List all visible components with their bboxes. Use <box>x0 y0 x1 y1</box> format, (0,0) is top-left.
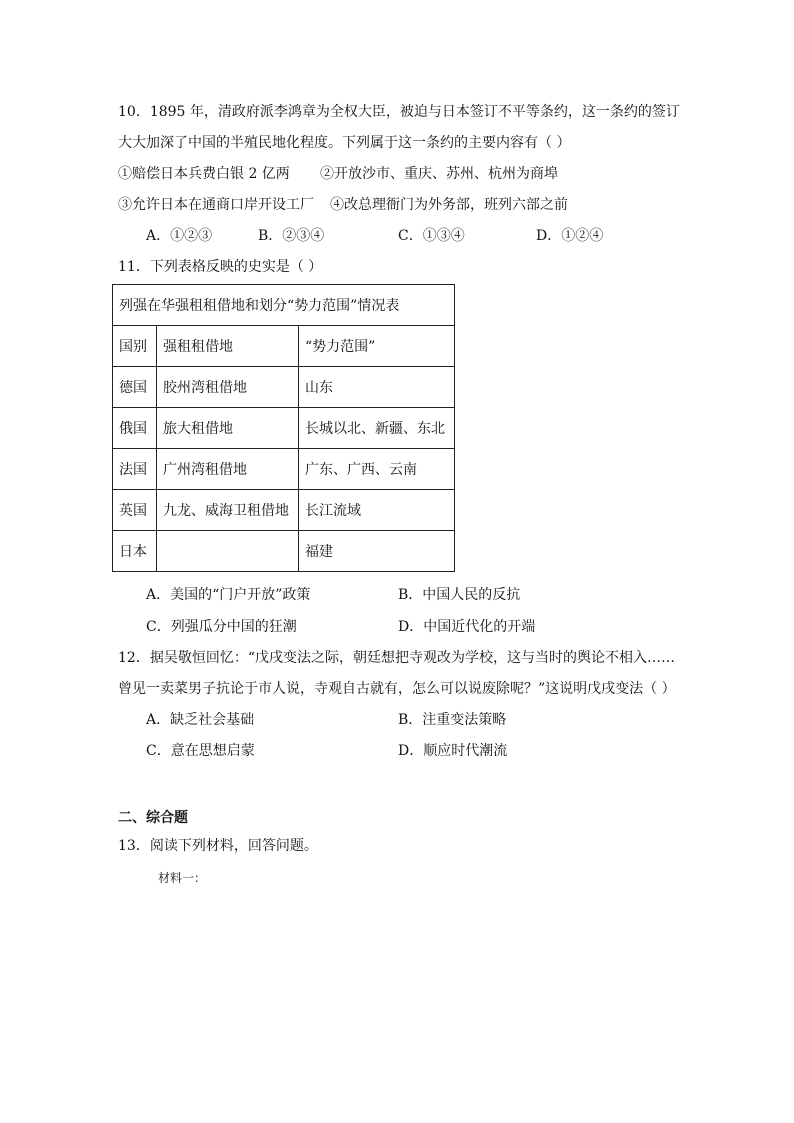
q11-option-d[interactable]: D．中国近代化的开端 <box>398 619 536 635</box>
q12-line-1: 12．据吴敬恒回忆：“戊戌变法之际，朝廷想把寺观改为学校，这与当时的舆论不相入…… <box>118 650 675 666</box>
q10-item-4: ④改总理衙门为外务部，班列六部之前 <box>330 197 568 213</box>
q10-item-1: ①赔偿日本兵费白银 2 亿两 <box>118 166 290 182</box>
table-row <box>113 449 455 490</box>
q11-option-c[interactable]: C．列强瓜分中国的狂潮 <box>146 619 297 635</box>
table-cell-sphere: 福建 <box>299 531 455 572</box>
table-cell-country: 法国 <box>113 449 157 490</box>
table-header-row <box>113 326 455 367</box>
table-caption: 列强在华强租租借地和划分“势力范围”情况表 <box>113 285 455 326</box>
table-row <box>113 367 455 408</box>
header-country: 国别 <box>113 326 157 367</box>
q10-option-d[interactable]: D．①②④ <box>536 228 604 244</box>
q10-option-c[interactable]: C．①③④ <box>398 228 465 244</box>
table-cell-sphere: 长江流域 <box>299 490 455 531</box>
table-row <box>113 490 455 531</box>
table-cell-country: 日本 <box>113 531 157 572</box>
q12-line-2: 曾见一卖菜男子抗论于市人说，寺观自古就有，怎么可以说废除呢？”这说明戊戌变法（ ） <box>118 681 676 697</box>
q13-stem: 13．阅读下列材料，回答问题。 <box>118 838 318 854</box>
q12-option-a[interactable]: A．缺乏社会基础 <box>146 712 255 728</box>
table-cell-country: 德国 <box>113 367 157 408</box>
q11-option-b[interactable]: B．中国人民的反抗 <box>398 587 521 603</box>
q10-option-b[interactable]: B．②③④ <box>258 228 325 244</box>
table-row <box>113 408 455 449</box>
table-cell-sphere: 山东 <box>299 367 455 408</box>
powers-table <box>112 284 455 572</box>
q12-option-c[interactable]: C．意在思想启蒙 <box>146 743 255 759</box>
header-leased-territory: 强租租借地 <box>157 326 299 367</box>
table-cell-country: 英国 <box>113 490 157 531</box>
table-cell-territory: 九龙、威海卫租借地 <box>157 490 299 531</box>
table-cell-country: 俄国 <box>113 408 157 449</box>
table-caption-row <box>113 285 455 326</box>
section-title: 二、综合题 <box>118 810 188 826</box>
q12-option-d[interactable]: D．顺应时代潮流 <box>398 743 508 759</box>
q10-item-2: ②开放沙市、重庆、苏州、杭州为商埠 <box>320 166 558 182</box>
q11-option-a[interactable]: A．美国的“门户开放”政策 <box>146 587 311 603</box>
table-cell-territory <box>157 531 299 572</box>
q10-line-1: 10．1895 年，清政府派李鸿章为全权大臣，被迫与日本签订不平等条约，这一条约的签订 <box>118 104 680 120</box>
q12-option-b[interactable]: B．注重变法策略 <box>398 712 507 728</box>
q11-stem: 11．下列表格反映的史实是（ ） <box>118 259 323 275</box>
table-cell-sphere: 广东、广西、云南 <box>299 449 455 490</box>
header-sphere-of-influence: “势力范围” <box>299 326 455 367</box>
q10-line-2: 大大加深了中国的半殖民地化程度。下列属于这一条约的主要内容有（ ） <box>118 135 571 151</box>
q10-option-a[interactable]: A．①②③ <box>146 228 213 244</box>
material-1-label: 材料一： <box>158 871 207 885</box>
table-cell-territory: 旅大租借地 <box>157 408 299 449</box>
q10-item-3: ③允许日本在通商口岸开设工厂 <box>118 197 314 213</box>
table-cell-territory: 胶州湾租借地 <box>157 367 299 408</box>
table-cell-territory: 广州湾租借地 <box>157 449 299 490</box>
table-cell-sphere: 长城以北、新疆、东北 <box>299 408 455 449</box>
table-row <box>113 531 455 572</box>
